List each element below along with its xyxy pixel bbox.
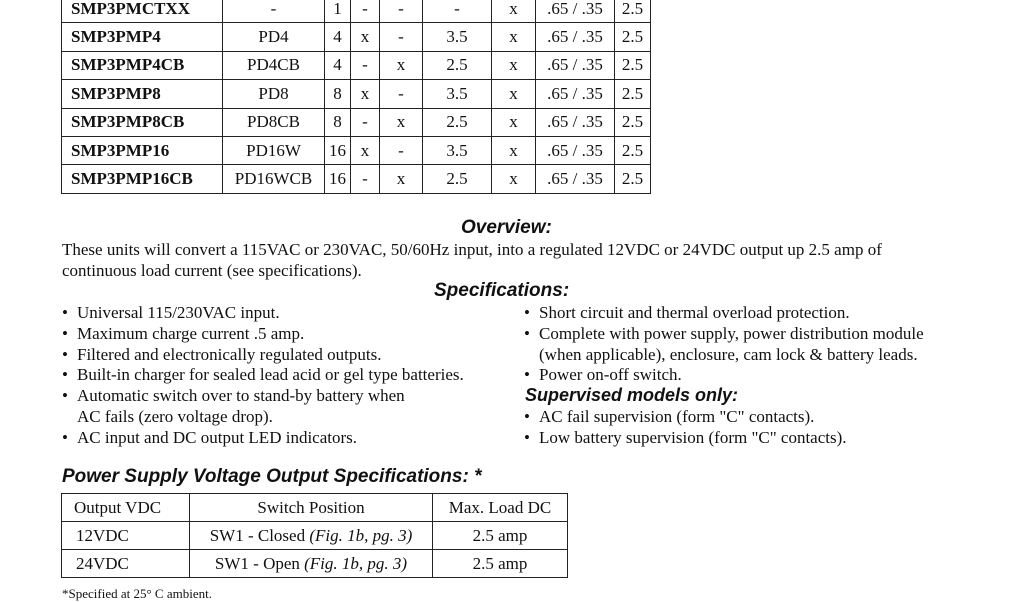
option-cell: x	[492, 0, 536, 23]
models-table	[61, 0, 651, 194]
ratio-cell: .65 / .35	[536, 51, 615, 79]
amp-cell: 2.5	[615, 51, 651, 79]
outputs-count-cell: 1	[325, 0, 351, 23]
value-cell: 2.5	[423, 108, 492, 136]
option-cell: x	[380, 108, 423, 136]
spec-list-right	[524, 303, 924, 386]
distribution-module-cell: -	[223, 0, 325, 23]
spec-item: • AC input and DC output LED indicators.	[62, 428, 464, 449]
amp-cell: 2.5	[615, 23, 651, 51]
model-cell: SMP3PMP8	[62, 80, 223, 108]
outputs-count-cell: 16	[325, 165, 351, 193]
ratio-cell: .65 / .35	[536, 136, 615, 164]
spec-item: • Automatic switch over to stand-by battery when AC fails (zero voltage drop).	[62, 386, 464, 428]
spec-item: • AC fail supervision (form "C" contacts).	[524, 407, 847, 428]
model-cell: SMP3PMCTXX	[62, 0, 223, 23]
amp-cell: 2.5	[615, 80, 651, 108]
model-cell: SMP3PMP8CB	[62, 108, 223, 136]
ratio-cell: .65 / .35	[536, 80, 615, 108]
column-header: Output VDC	[62, 494, 190, 522]
column-header: Switch Position	[190, 494, 433, 522]
spec-item: • Complete with power supply, power distribution module (when applicable), enclosure, cam lock & battery leads.	[524, 324, 924, 366]
option-cell: x	[351, 136, 380, 164]
spec-item: • Low battery supervision (form "C" contacts).	[524, 428, 847, 449]
power-output-heading: Power Supply Voltage Output Specifications: *	[62, 466, 482, 487]
outputs-count-cell: 16	[325, 136, 351, 164]
output-cell: 12VDC	[62, 522, 190, 550]
spec-item: • Universal 115/230VAC input.	[62, 303, 464, 324]
amp-cell: 2.5	[615, 136, 651, 164]
table-row	[62, 522, 568, 550]
option-cell: -	[351, 51, 380, 79]
spec-item: • Short circuit and thermal overload protection.	[524, 303, 924, 324]
value-cell: 3.5	[423, 136, 492, 164]
spec-item: • Maximum charge current .5 amp.	[62, 324, 464, 345]
table-row	[62, 165, 651, 193]
outputs-count-cell: 4	[325, 23, 351, 51]
overview-line: These units will convert a 115VAC or 230VAC, 50/60Hz input, into a regulated 12VDC or 24VDC output up 2.5 amp of	[62, 240, 882, 259]
option-cell: -	[351, 108, 380, 136]
option-cell: x	[380, 165, 423, 193]
outputs-count-cell: 8	[325, 108, 351, 136]
option-cell: -	[351, 165, 380, 193]
option-cell: x	[380, 51, 423, 79]
overview-line: continuous load current (see specifications).	[62, 261, 362, 280]
footnote: *Specified at 25° C ambient.	[62, 586, 212, 601]
column-header: Max. Load DC	[433, 494, 568, 522]
value-cell: 3.5	[423, 80, 492, 108]
table-row	[62, 108, 651, 136]
outputs-count-cell: 8	[325, 80, 351, 108]
ratio-cell: .65 / .35	[536, 23, 615, 51]
option-cell: -	[351, 0, 380, 23]
option-cell: x	[351, 80, 380, 108]
amp-cell: 2.5	[615, 0, 651, 23]
model-cell: SMP3PMP16	[62, 136, 223, 164]
spec-item: • Built-in charger for sealed lead acid or gel type batteries.	[62, 365, 464, 386]
model-cell: SMP3PMP16CB	[62, 165, 223, 193]
supervised-heading: Supervised models only:	[525, 385, 739, 405]
distribution-module-cell: PD16W	[223, 136, 325, 164]
overview-paragraph	[62, 239, 982, 281]
distribution-module-cell: PD4CB	[223, 51, 325, 79]
value-cell: 2.5	[423, 165, 492, 193]
option-cell: x	[492, 80, 536, 108]
distribution-module-cell: PD4	[223, 23, 325, 51]
ratio-cell: .65 / .35	[536, 165, 615, 193]
outputs-count-cell: 4	[325, 51, 351, 79]
amp-cell: 2.5	[615, 108, 651, 136]
option-cell: x	[492, 108, 536, 136]
table-row	[62, 23, 651, 51]
option-cell: -	[380, 80, 423, 108]
supervised-list	[524, 407, 847, 449]
option-cell: -	[380, 136, 423, 164]
option-cell: x	[351, 23, 380, 51]
distribution-module-cell: PD8CB	[223, 108, 325, 136]
model-cell: SMP3PMP4CB	[62, 51, 223, 79]
distribution-module-cell: PD16WCB	[223, 165, 325, 193]
option-cell: x	[492, 51, 536, 79]
load-cell: 2.5 amp	[433, 550, 568, 578]
option-cell: -	[380, 23, 423, 51]
option-cell: x	[492, 165, 536, 193]
table-row	[62, 136, 651, 164]
value-cell: 2.5	[423, 51, 492, 79]
amp-cell: 2.5	[615, 165, 651, 193]
value-cell: 3.5	[423, 23, 492, 51]
ratio-cell: .65 / .35	[536, 0, 615, 23]
power-output-table	[61, 493, 568, 578]
option-cell: x	[492, 136, 536, 164]
specifications-heading: Specifications:	[434, 280, 570, 301]
ratio-cell: .65 / .35	[536, 108, 615, 136]
overview-heading: Overview:	[461, 217, 552, 238]
spec-item: • Power on-off switch.	[524, 365, 924, 386]
option-cell: -	[380, 0, 423, 23]
table-row	[62, 51, 651, 79]
table-row	[62, 0, 651, 23]
table-row	[62, 550, 568, 578]
spec-item: • Filtered and electronically regulated outputs.	[62, 345, 464, 366]
spec-list-left	[62, 303, 464, 449]
model-cell: SMP3PMP4	[62, 23, 223, 51]
distribution-module-cell: PD8	[223, 80, 325, 108]
table-header-row	[62, 494, 568, 522]
switch-cell: SW1 - Open (Fig. 1b, pg. 3)	[190, 550, 433, 578]
switch-cell: SW1 - Closed (Fig. 1b, pg. 3)	[190, 522, 433, 550]
option-cell: x	[492, 23, 536, 51]
load-cell: 2.5 amp	[433, 522, 568, 550]
table-row	[62, 80, 651, 108]
value-cell: -	[423, 0, 492, 23]
output-cell: 24VDC	[62, 550, 190, 578]
